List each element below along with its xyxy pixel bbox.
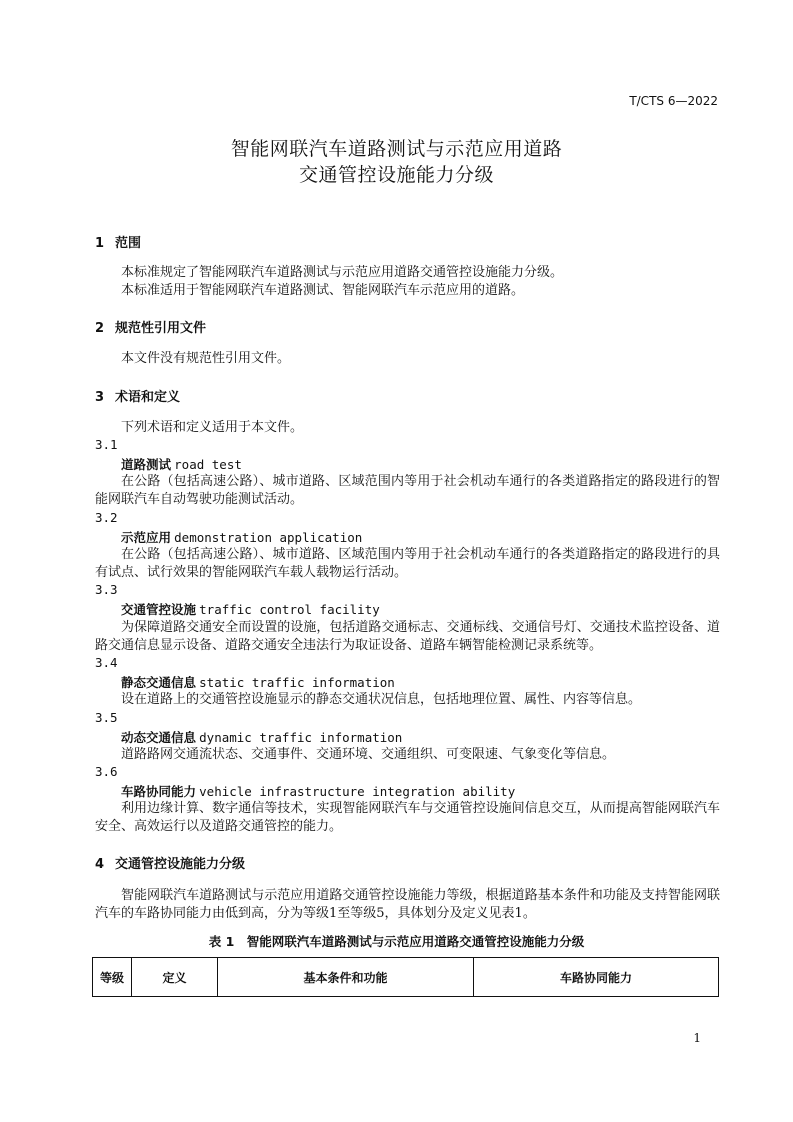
term-zh: 静态交通信息	[121, 675, 197, 690]
term-3-5-definition: 道路路网交通流状态、交通事件、交通环境、交通组织、可变限速、气象变化等信息。	[121, 747, 616, 762]
term-number: 3.6	[95, 764, 118, 779]
term-number: 3.3	[95, 582, 118, 597]
table-1-caption: 表 1 智能网联汽车道路测试与示范应用道路交通管控设施能力分级	[208, 934, 585, 949]
section-1-heading	[95, 232, 141, 251]
section-title: 范围	[115, 236, 142, 251]
term-3-4-definition: 设在道路上的交通管控设施显示的静态交通状况信息，包括地理位置、属性、内容等信息。	[121, 692, 642, 707]
section-3-intro: 下列术语和定义适用于本文件。	[121, 420, 304, 435]
term-number: 3.1	[95, 437, 118, 452]
section-number: 1	[95, 236, 105, 251]
term-en: dynamic traffic information	[199, 730, 403, 745]
table-header-cooperative-ability: 车路协同能力	[474, 958, 719, 997]
section-title: 交通管控设施能力分级	[115, 857, 246, 872]
table-header-definition: 定义	[132, 958, 218, 997]
term-3-1-title	[121, 455, 242, 473]
term-en: vehicle infrastructure integration ability	[199, 784, 516, 799]
term-number: 3.2	[95, 510, 118, 525]
term-3-3-title	[121, 600, 380, 618]
term-en: static traffic information	[199, 675, 395, 690]
term-3-6-title	[121, 782, 515, 800]
standard-code: T/CTS 6—2022	[629, 94, 718, 108]
term-3-5-title	[121, 728, 402, 746]
document-title-line-1: 智能网联汽车道路测试与示范应用道路	[230, 138, 563, 160]
section-number: 4	[95, 857, 105, 872]
section-4-paragraph: 智能网联汽车道路测试与示范应用道路交通管控设施能力等级，根据道路基本条件和功能及支持智能网联汽车的车路协同能力由低到高，分为等级1至等级5，具体划分及定义见表1。	[95, 888, 720, 921]
section-4-heading	[95, 853, 245, 872]
section-number: 2	[95, 321, 105, 336]
term-zh: 示范应用	[121, 530, 172, 545]
section-number: 3	[95, 390, 105, 405]
document-title-line-2: 交通管控设施能力分级	[298, 164, 494, 186]
section-1-paragraph-1: 本标准规定了智能网联汽车道路测试与示范应用道路交通管控设施能力分级。	[121, 265, 564, 280]
term-en: traffic control facility	[199, 602, 380, 617]
term-number: 3.4	[95, 655, 118, 670]
term-3-6-definition: 利用边缘计算、数字通信等技术，实现智能网联汽车与交通管控设施间信息交互，从而提高智能网联汽车安全、高效运行以及道路交通管控的能力。	[95, 801, 720, 834]
table-header-row	[93, 958, 719, 997]
term-en: road test	[174, 457, 242, 472]
page-number: 1	[693, 1031, 701, 1045]
table-header-basic-conditions: 基本条件和功能	[218, 958, 474, 997]
section-title: 规范性引用文件	[115, 321, 207, 336]
term-zh: 交通管控设施	[121, 602, 197, 617]
term-zh: 道路测试	[121, 457, 172, 472]
table-1	[92, 957, 719, 997]
section-1-paragraph-2: 本标准适用于智能网联汽车道路测试、智能网联汽车示范应用的道路。	[121, 283, 525, 298]
term-3-1-definition: 在公路（包括高速公路）、城市道路、区域范围内等用于社会机动车通行的各类道路指定的路段进行的智能网联汽车自动驾驶功能测试活动。	[95, 474, 720, 507]
table-header-grade: 等级	[93, 958, 132, 997]
section-2-heading	[95, 317, 206, 336]
term-en: demonstration application	[174, 530, 363, 545]
term-3-2-title	[121, 528, 362, 546]
term-3-4-title	[121, 673, 395, 691]
section-3-heading	[95, 386, 180, 405]
term-zh: 车路协同能力	[121, 784, 197, 799]
term-number: 3.5	[95, 710, 118, 725]
term-3-3-definition: 为保障道路交通安全而设置的设施，包括道路交通标志、交通标线、交通信号灯、交通技术监控设备、道路交通信息显示设备、道路交通安全违法行为取证设备、道路车辆智能检测记录系统等。	[95, 620, 720, 653]
section-2-paragraph: 本文件没有规范性引用文件。	[121, 351, 291, 366]
term-zh: 动态交通信息	[121, 730, 197, 745]
term-3-2-definition: 在公路（包括高速公路）、城市道路、区域范围内等用于社会机动车通行的各类道路指定的路段进行的具有试点、试行效果的智能网联汽车载人载物运行活动。	[95, 547, 720, 580]
section-title: 术语和定义	[115, 390, 181, 405]
